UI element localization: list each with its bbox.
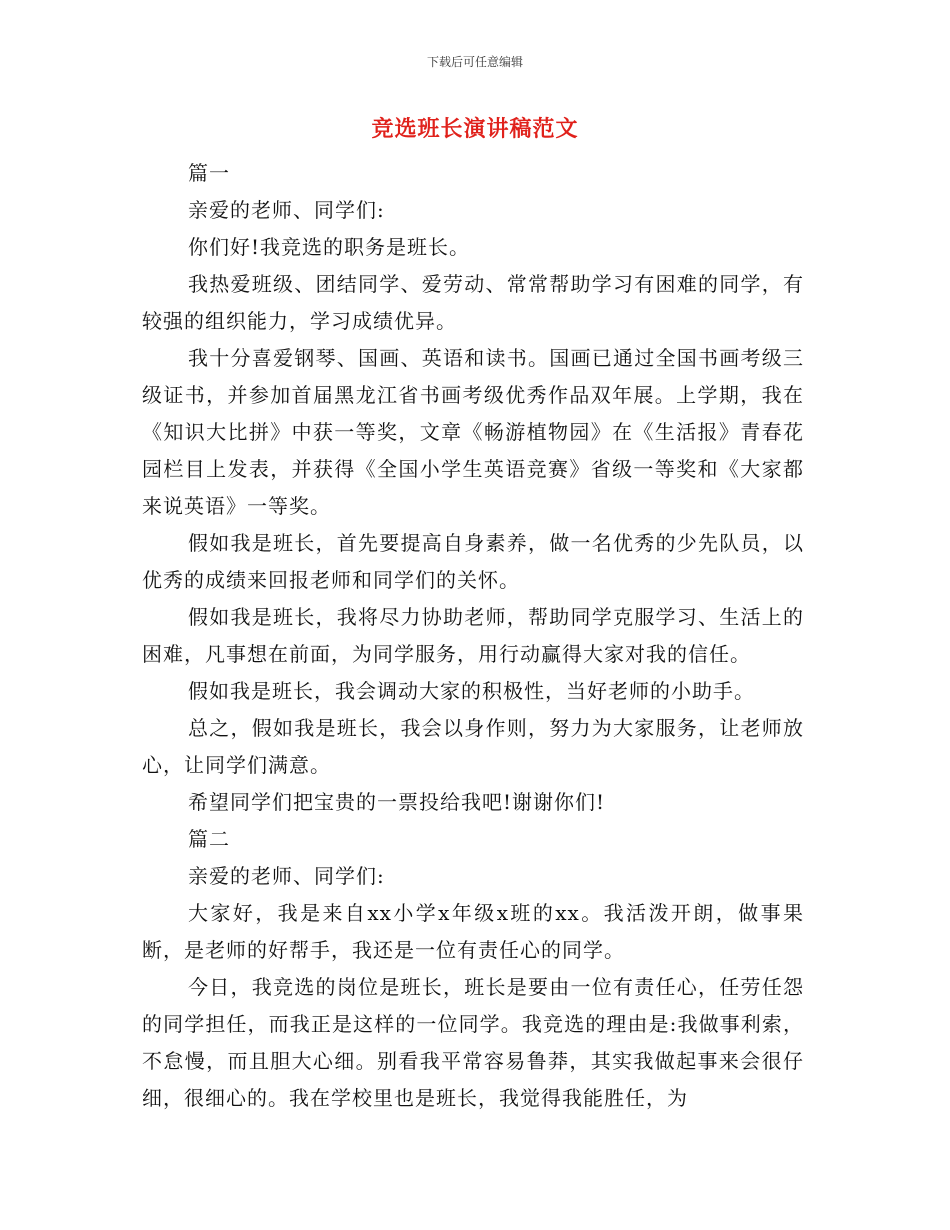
paragraph: 今日，我竞选的岗位是班长，班长是要由一位有责任心，任劳任怨的同学担任，而我正是这样的一位同学。我竞选的理由是:我做事利索，不怠慢，而且胆大心细。别看我平常容易鲁莽，其实我做起事来会很仔细，很细心的。我在学校里也是班长，我觉得我能胜任，为 — [142, 975, 804, 1110]
paragraph: 假如我是班长，首先要提高自身素养，做一名优秀的少先队员，以优秀的成绩来回报老师和同学们的关怀。 — [142, 531, 804, 592]
section-heading-1: 篇一 — [188, 161, 230, 185]
paragraph: 假如我是班长，我将尽力协助老师，帮助同学克服学习、生活上的困难，凡事想在前面，为同学服务，用行动赢得大家对我的信任。 — [142, 605, 804, 666]
paragraph: 我热爱班级、团结同学、爱劳动、常常帮助学习有困难的同学，有较强的组织能力，学习成绩优异。 — [142, 272, 804, 333]
section-heading-2: 篇二 — [188, 827, 230, 851]
paragraph: 大家好，我是来自xx小学x年级x班的xx。我活泼开朗，做事果断，是老师的好帮手，我还是一位有责任心的同学。 — [142, 901, 804, 962]
document-body — [142, 155, 804, 1117]
page-header-note: 下载后可任意编辑 — [426, 55, 523, 69]
paragraph: 假如我是班长，我会调动大家的积极性，当好老师的小助手。 — [188, 679, 755, 703]
document-title: 竞选班长演讲稿范文 — [371, 116, 579, 142]
paragraph: 总之，假如我是班长，我会以身作则，努力为大家服务，让老师放心，让同学们满意。 — [142, 716, 804, 777]
salutation: 亲爱的老师、同学们: — [188, 198, 385, 222]
paragraph: 我十分喜爱钢琴、国画、英语和读书。国画已通过全国书画考级三级证书，并参加首届黑龙江省书画考级优秀作品双年展。上学期，我在《知识大比拼》中获一等奖，文章《畅游植物园》在《生活报》青春花园栏目上发表，并获得《全国小学生英语竞赛》省级一等奖和《大家都来说英语》一等奖。 — [142, 346, 804, 518]
salutation: 亲爱的老师、同学们: — [188, 864, 385, 888]
paragraph: 你们好!我竞选的职务是班长。 — [188, 235, 471, 259]
paragraph: 希望同学们把宝贵的一票投给我吧!谢谢你们! — [188, 790, 606, 814]
